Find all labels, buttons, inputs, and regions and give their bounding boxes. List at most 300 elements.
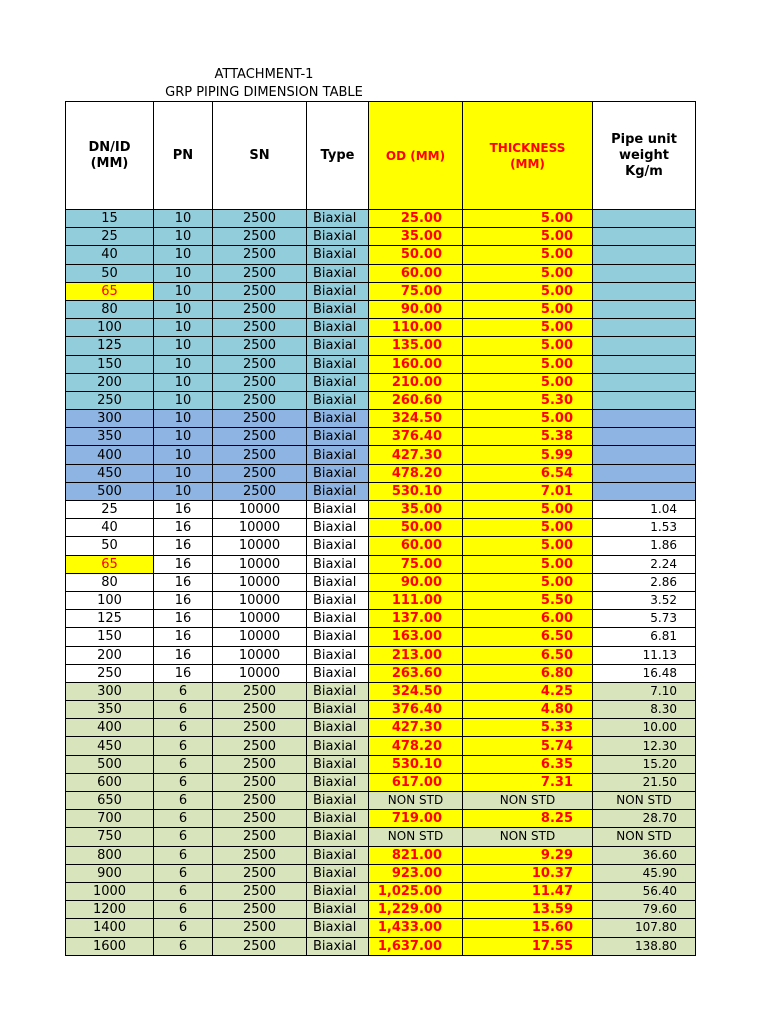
table-row — [66, 810, 696, 828]
table-row — [66, 846, 696, 864]
cell-dn-id: 150 — [66, 355, 154, 373]
cell-dn-id: 15 — [66, 210, 154, 228]
cell-od: 60.00 — [369, 264, 463, 282]
cell-dn-id: 80 — [66, 573, 154, 591]
table-row — [66, 519, 696, 537]
cell-type: Biaxial — [307, 901, 369, 919]
cell-dn-id: 65 — [66, 282, 154, 300]
cell-weight: 10.00 — [593, 719, 696, 737]
table-row — [66, 464, 696, 482]
cell-weight — [593, 246, 696, 264]
table-row — [66, 555, 696, 573]
cell-pn: 6 — [154, 755, 213, 773]
cell-thickness: 9.29 — [463, 846, 593, 864]
cell-od: 376.40 — [369, 428, 463, 446]
cell-od: 50.00 — [369, 519, 463, 537]
cell-pn: 10 — [154, 464, 213, 482]
cell-dn-id: 500 — [66, 755, 154, 773]
cell-pn: 6 — [154, 773, 213, 791]
cell-thickness: 5.00 — [463, 573, 593, 591]
cell-weight: 8.30 — [593, 701, 696, 719]
cell-thickness: 8.25 — [463, 810, 593, 828]
cell-od: 324.50 — [369, 410, 463, 428]
table-row — [66, 901, 696, 919]
cell-thickness: 5.00 — [463, 410, 593, 428]
cell-sn: 2500 — [213, 373, 307, 391]
cell-od: 90.00 — [369, 573, 463, 591]
cell-weight: 15.20 — [593, 755, 696, 773]
cell-type: Biaxial — [307, 482, 369, 500]
cell-thickness: 5.00 — [463, 555, 593, 573]
cell-od: 35.00 — [369, 228, 463, 246]
cell-weight — [593, 410, 696, 428]
cell-type: Biaxial — [307, 210, 369, 228]
cell-od: 530.10 — [369, 755, 463, 773]
cell-weight: 107.80 — [593, 919, 696, 937]
table-row — [66, 882, 696, 900]
cell-pn: 10 — [154, 228, 213, 246]
cell-pn: 10 — [154, 446, 213, 464]
cell-weight: 7.10 — [593, 682, 696, 700]
cell-thickness: 5.00 — [463, 228, 593, 246]
cell-sn: 2500 — [213, 828, 307, 846]
cell-dn-id: 400 — [66, 446, 154, 464]
cell-weight: 45.90 — [593, 864, 696, 882]
cell-dn-id: 1200 — [66, 901, 154, 919]
cell-sn: 2500 — [213, 210, 307, 228]
cell-pn: 10 — [154, 410, 213, 428]
header-pn: PN — [154, 102, 213, 210]
cell-type: Biaxial — [307, 591, 369, 609]
cell-pn: 16 — [154, 555, 213, 573]
cell-weight — [593, 282, 696, 300]
cell-thickness: 5.74 — [463, 737, 593, 755]
cell-type: Biaxial — [307, 228, 369, 246]
cell-pn: 10 — [154, 337, 213, 355]
cell-pn: 6 — [154, 846, 213, 864]
cell-sn: 2500 — [213, 864, 307, 882]
cell-dn-id: 300 — [66, 410, 154, 428]
header-dn-line2: (MM) — [90, 155, 129, 171]
cell-thickness: 15.60 — [463, 919, 593, 937]
cell-sn: 10000 — [213, 664, 307, 682]
table-row — [66, 937, 696, 955]
cell-pn: 16 — [154, 519, 213, 537]
cell-type: Biaxial — [307, 410, 369, 428]
cell-od: 478.20 — [369, 737, 463, 755]
cell-thickness: 4.25 — [463, 682, 593, 700]
cell-thickness: NON STD — [463, 792, 593, 810]
cell-od: 478.20 — [369, 464, 463, 482]
cell-pn: 10 — [154, 482, 213, 500]
cell-od: 213.00 — [369, 646, 463, 664]
cell-sn: 2500 — [213, 428, 307, 446]
cell-thickness: 5.00 — [463, 373, 593, 391]
cell-pn: 10 — [154, 391, 213, 409]
cell-type: Biaxial — [307, 882, 369, 900]
cell-dn-id: 100 — [66, 319, 154, 337]
cell-type: Biaxial — [307, 682, 369, 700]
cell-sn: 2500 — [213, 264, 307, 282]
cell-sn: 2500 — [213, 901, 307, 919]
cell-pn: 6 — [154, 701, 213, 719]
cell-sn: 2500 — [213, 882, 307, 900]
cell-weight — [593, 264, 696, 282]
cell-weight — [593, 446, 696, 464]
cell-thickness: 6.54 — [463, 464, 593, 482]
cell-type: Biaxial — [307, 573, 369, 591]
table-row — [66, 646, 696, 664]
cell-pn: 16 — [154, 610, 213, 628]
pipe-dimension-table — [65, 101, 696, 956]
cell-weight: 11.13 — [593, 646, 696, 664]
cell-weight — [593, 464, 696, 482]
table-row — [66, 300, 696, 318]
table-row — [66, 664, 696, 682]
cell-thickness: 5.00 — [463, 264, 593, 282]
cell-weight: 16.48 — [593, 664, 696, 682]
cell-od: 75.00 — [369, 282, 463, 300]
cell-pn: 10 — [154, 319, 213, 337]
cell-pn: 6 — [154, 882, 213, 900]
header-row — [66, 102, 696, 210]
cell-thickness: 4.80 — [463, 701, 593, 719]
cell-thickness: 11.47 — [463, 882, 593, 900]
cell-weight: 21.50 — [593, 773, 696, 791]
cell-dn-id: 300 — [66, 682, 154, 700]
cell-dn-id: 40 — [66, 519, 154, 537]
cell-weight — [593, 228, 696, 246]
cell-dn-id: 200 — [66, 646, 154, 664]
cell-od: 260.60 — [369, 391, 463, 409]
cell-dn-id: 250 — [66, 664, 154, 682]
cell-type: Biaxial — [307, 737, 369, 755]
cell-sn: 2500 — [213, 337, 307, 355]
cell-sn: 2500 — [213, 482, 307, 500]
cell-od: 263.60 — [369, 664, 463, 682]
cell-sn: 10000 — [213, 501, 307, 519]
cell-weight: 6.81 — [593, 628, 696, 646]
cell-pn: 10 — [154, 355, 213, 373]
cell-type: Biaxial — [307, 792, 369, 810]
cell-dn-id: 25 — [66, 501, 154, 519]
table-row — [66, 501, 696, 519]
cell-pn: 16 — [154, 664, 213, 682]
cell-sn: 2500 — [213, 446, 307, 464]
cell-dn-id: 80 — [66, 300, 154, 318]
cell-dn-id: 450 — [66, 464, 154, 482]
header-weight-line1: Pipe unit — [611, 131, 677, 147]
cell-dn-id: 150 — [66, 628, 154, 646]
header-dn-id — [66, 102, 154, 210]
cell-sn: 2500 — [213, 682, 307, 700]
cell-type: Biaxial — [307, 373, 369, 391]
cell-pn: 16 — [154, 628, 213, 646]
cell-type: Biaxial — [307, 300, 369, 318]
cell-thickness: 7.31 — [463, 773, 593, 791]
cell-sn: 2500 — [213, 282, 307, 300]
table-row — [66, 428, 696, 446]
cell-sn: 10000 — [213, 646, 307, 664]
cell-type: Biaxial — [307, 282, 369, 300]
cell-od: 35.00 — [369, 501, 463, 519]
cell-weight: 12.30 — [593, 737, 696, 755]
cell-sn: 10000 — [213, 591, 307, 609]
cell-od: 90.00 — [369, 300, 463, 318]
cell-weight: NON STD — [593, 828, 696, 846]
header-sn: SN — [213, 102, 307, 210]
cell-dn-id: 125 — [66, 610, 154, 628]
cell-type: Biaxial — [307, 428, 369, 446]
cell-pn: 10 — [154, 264, 213, 282]
cell-weight — [593, 337, 696, 355]
cell-thickness: 5.33 — [463, 719, 593, 737]
cell-od: 376.40 — [369, 701, 463, 719]
cell-sn: 10000 — [213, 610, 307, 628]
cell-type: Biaxial — [307, 319, 369, 337]
cell-sn: 2500 — [213, 701, 307, 719]
cell-thickness: 7.01 — [463, 482, 593, 500]
cell-od: 530.10 — [369, 482, 463, 500]
header-thickness-line2: (MM) — [510, 156, 545, 171]
cell-sn: 2500 — [213, 246, 307, 264]
cell-thickness: 6.80 — [463, 664, 593, 682]
cell-weight: 1.04 — [593, 501, 696, 519]
document-title: ATTACHMENT-1 — [214, 67, 314, 82]
cell-thickness: 5.00 — [463, 355, 593, 373]
cell-od: 1,229.00 — [369, 901, 463, 919]
cell-type: Biaxial — [307, 919, 369, 937]
cell-weight — [593, 355, 696, 373]
cell-weight: 138.80 — [593, 937, 696, 955]
cell-pn: 6 — [154, 901, 213, 919]
table-row — [66, 210, 696, 228]
cell-thickness: 10.37 — [463, 864, 593, 882]
cell-weight: 28.70 — [593, 810, 696, 828]
cell-dn-id: 350 — [66, 701, 154, 719]
cell-od: 1,025.00 — [369, 882, 463, 900]
table-row — [66, 701, 696, 719]
table-row — [66, 373, 696, 391]
cell-type: Biaxial — [307, 701, 369, 719]
table-row — [66, 482, 696, 500]
cell-dn-id: 900 — [66, 864, 154, 882]
cell-type: Biaxial — [307, 773, 369, 791]
cell-weight: 79.60 — [593, 901, 696, 919]
cell-type: Biaxial — [307, 755, 369, 773]
cell-od: 427.30 — [369, 719, 463, 737]
cell-pn: 16 — [154, 646, 213, 664]
cell-weight — [593, 300, 696, 318]
cell-type: Biaxial — [307, 864, 369, 882]
cell-type: Biaxial — [307, 810, 369, 828]
cell-type: Biaxial — [307, 264, 369, 282]
cell-pn: 6 — [154, 682, 213, 700]
cell-pn: 6 — [154, 864, 213, 882]
cell-od: 60.00 — [369, 537, 463, 555]
cell-od: 137.00 — [369, 610, 463, 628]
cell-od: 160.00 — [369, 355, 463, 373]
cell-weight: 5.73 — [593, 610, 696, 628]
table-row — [66, 792, 696, 810]
cell-thickness: 5.00 — [463, 537, 593, 555]
cell-dn-id: 500 — [66, 482, 154, 500]
cell-type: Biaxial — [307, 337, 369, 355]
cell-od: 75.00 — [369, 555, 463, 573]
cell-dn-id: 50 — [66, 537, 154, 555]
cell-weight: 1.53 — [593, 519, 696, 537]
table-body — [66, 210, 696, 956]
cell-type: Biaxial — [307, 646, 369, 664]
cell-pn: 6 — [154, 828, 213, 846]
table-row — [66, 828, 696, 846]
table-row — [66, 682, 696, 700]
table-row — [66, 391, 696, 409]
cell-pn: 16 — [154, 591, 213, 609]
cell-weight: 56.40 — [593, 882, 696, 900]
cell-sn: 2500 — [213, 319, 307, 337]
table-row — [66, 537, 696, 555]
cell-dn-id: 100 — [66, 591, 154, 609]
cell-dn-id: 400 — [66, 719, 154, 737]
cell-pn: 6 — [154, 792, 213, 810]
cell-sn: 2500 — [213, 937, 307, 955]
cell-od: 1,637.00 — [369, 937, 463, 955]
table-row — [66, 628, 696, 646]
cell-pn: 16 — [154, 573, 213, 591]
cell-type: Biaxial — [307, 846, 369, 864]
cell-weight: 2.86 — [593, 573, 696, 591]
cell-pn: 10 — [154, 246, 213, 264]
cell-od: 111.00 — [369, 591, 463, 609]
table-title: GRP PIPING DIMENSION TABLE — [165, 85, 363, 100]
cell-pn: 10 — [154, 428, 213, 446]
cell-type: Biaxial — [307, 555, 369, 573]
cell-sn: 2500 — [213, 355, 307, 373]
cell-dn-id: 1600 — [66, 937, 154, 955]
cell-dn-id: 250 — [66, 391, 154, 409]
cell-dn-id: 65 — [66, 555, 154, 573]
cell-dn-id: 200 — [66, 373, 154, 391]
cell-dn-id: 125 — [66, 337, 154, 355]
cell-weight — [593, 373, 696, 391]
cell-dn-id: 700 — [66, 810, 154, 828]
cell-thickness: 5.99 — [463, 446, 593, 464]
cell-type: Biaxial — [307, 628, 369, 646]
cell-od: 427.30 — [369, 446, 463, 464]
cell-pn: 16 — [154, 501, 213, 519]
table-row — [66, 919, 696, 937]
cell-dn-id: 1000 — [66, 882, 154, 900]
cell-weight — [593, 428, 696, 446]
cell-weight: 1.86 — [593, 537, 696, 555]
table-row — [66, 337, 696, 355]
cell-thickness: 5.00 — [463, 282, 593, 300]
table-row — [66, 755, 696, 773]
cell-thickness: 5.50 — [463, 591, 593, 609]
cell-thickness: 5.00 — [463, 501, 593, 519]
header-dn-line1: DN/ID — [88, 139, 131, 155]
table-row — [66, 591, 696, 609]
cell-pn: 10 — [154, 373, 213, 391]
cell-od: 210.00 — [369, 373, 463, 391]
cell-dn-id: 350 — [66, 428, 154, 446]
cell-od: NON STD — [369, 828, 463, 846]
cell-weight: NON STD — [593, 792, 696, 810]
header-pipe-unit-weight — [593, 102, 696, 210]
cell-type: Biaxial — [307, 519, 369, 537]
table-row — [66, 719, 696, 737]
cell-sn: 10000 — [213, 555, 307, 573]
cell-dn-id: 40 — [66, 246, 154, 264]
table-row — [66, 446, 696, 464]
cell-od: 617.00 — [369, 773, 463, 791]
cell-od: 923.00 — [369, 864, 463, 882]
cell-dn-id: 50 — [66, 264, 154, 282]
cell-sn: 10000 — [213, 519, 307, 537]
cell-type: Biaxial — [307, 719, 369, 737]
cell-sn: 2500 — [213, 410, 307, 428]
table-row — [66, 319, 696, 337]
table-row — [66, 410, 696, 428]
header-thickness-line1: THICKNESS — [489, 140, 566, 155]
cell-od: 821.00 — [369, 846, 463, 864]
cell-type: Biaxial — [307, 391, 369, 409]
table-row — [66, 282, 696, 300]
cell-weight — [593, 319, 696, 337]
cell-weight — [593, 210, 696, 228]
cell-dn-id: 25 — [66, 228, 154, 246]
cell-sn: 2500 — [213, 228, 307, 246]
cell-sn: 2500 — [213, 810, 307, 828]
cell-pn: 10 — [154, 282, 213, 300]
cell-od: 719.00 — [369, 810, 463, 828]
cell-thickness: 5.00 — [463, 337, 593, 355]
cell-dn-id: 750 — [66, 828, 154, 846]
cell-thickness: 5.00 — [463, 319, 593, 337]
table-row — [66, 864, 696, 882]
cell-dn-id: 450 — [66, 737, 154, 755]
cell-type: Biaxial — [307, 937, 369, 955]
cell-sn: 2500 — [213, 391, 307, 409]
cell-thickness: 5.00 — [463, 300, 593, 318]
cell-od: 25.00 — [369, 210, 463, 228]
cell-dn-id: 1400 — [66, 919, 154, 937]
cell-thickness: 5.00 — [463, 210, 593, 228]
cell-thickness: 6.50 — [463, 628, 593, 646]
cell-thickness: 6.50 — [463, 646, 593, 664]
header-thickness — [463, 102, 593, 210]
cell-weight: 36.60 — [593, 846, 696, 864]
cell-type: Biaxial — [307, 828, 369, 846]
cell-od: 1,433.00 — [369, 919, 463, 937]
cell-sn: 2500 — [213, 464, 307, 482]
cell-sn: 2500 — [213, 755, 307, 773]
table-row — [66, 773, 696, 791]
cell-sn: 2500 — [213, 919, 307, 937]
cell-od: 110.00 — [369, 319, 463, 337]
cell-weight — [593, 482, 696, 500]
cell-sn: 10000 — [213, 573, 307, 591]
cell-sn: 2500 — [213, 737, 307, 755]
cell-sn: 10000 — [213, 628, 307, 646]
header-weight-line3: Kg/m — [625, 163, 663, 179]
table-row — [66, 737, 696, 755]
cell-type: Biaxial — [307, 610, 369, 628]
cell-od: 163.00 — [369, 628, 463, 646]
cell-sn: 10000 — [213, 537, 307, 555]
cell-pn: 10 — [154, 210, 213, 228]
